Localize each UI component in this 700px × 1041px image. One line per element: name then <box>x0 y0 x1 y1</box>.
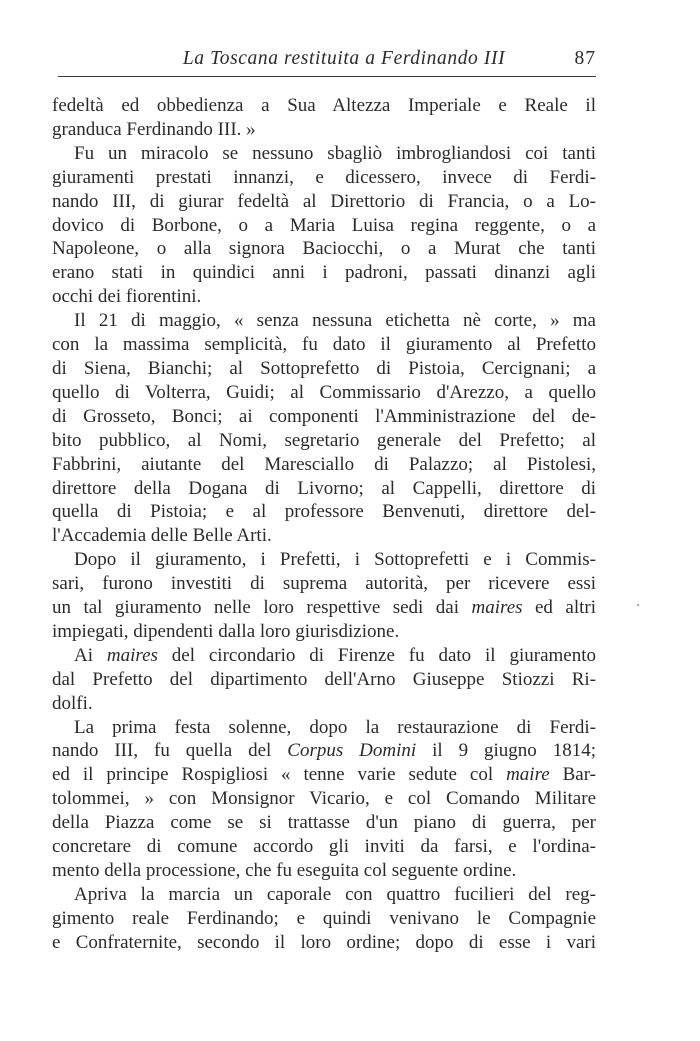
text-line: direttore della Dogana di Livorno; al Cappelli, direttore di <box>52 477 596 499</box>
text-line: La prima festa solenne, dopo la restaurazione di Ferdi- <box>74 716 596 738</box>
paragraph <box>52 309 596 548</box>
text-line: quella di Pistoia; e al professore Benvenuti, direttore del- <box>52 501 596 523</box>
text-line: dovico di Borbone, o a Maria Luisa regina reggente, o a <box>52 214 596 236</box>
text-line: dolfi. <box>52 692 93 714</box>
text-line: Ai maires del circondario di Firenze fu dato il giuramento <box>74 644 596 666</box>
running-head <box>52 44 596 74</box>
text-line: Il 21 di maggio, « senza nessuna etichetta nè corte, » ma <box>74 310 596 332</box>
text-line: erano stati in quindici anni i padroni, passati dinanzi agli <box>52 262 596 284</box>
paragraph <box>52 94 596 142</box>
text-body <box>52 94 596 955</box>
text-line: concretare di comune accordo gli inviti da farsi, e l'ordina- <box>52 836 596 858</box>
text-line: e Confraternite, secondo il loro ordine; dopo di esse i vari <box>52 931 596 953</box>
text-line: nando III, di giurar fedeltà al Direttorio di Francia, o a Lo- <box>52 190 596 212</box>
text-line: gimento reale Ferdinando; e quindi venivano le Compagnie <box>52 907 596 929</box>
text-line: impiegati, dipendenti dalla loro giurisdizione. <box>52 620 400 642</box>
text-line: Fabbrini, aiutante del Maresciallo di Palazzo; al Pistolesi, <box>52 453 596 475</box>
text-line: quello di Volterra, Guidi; al Commissario d'Arezzo, a quello <box>52 381 596 403</box>
paper-speck <box>637 604 639 606</box>
italic-term: maires <box>471 597 523 619</box>
text-line: occhi dei fiorentini. <box>52 286 202 308</box>
text-line: della Piazza come se si trattasse d'un piano di guerra, per <box>52 812 596 834</box>
text-line: ed il principe Rospigliosi « tenne varie sedute col maire Bar- <box>52 764 596 786</box>
italic-term: maires <box>106 644 158 666</box>
text-line: l'Accademia delle Belle Arti. <box>52 525 272 547</box>
text-line: sari, furono investiti di suprema autorità, per ricevere essi <box>52 573 596 595</box>
text-line: Dopo il giuramento, i Prefetti, i Sottoprefetti e i Commis- <box>74 549 596 571</box>
text-line: granduca Ferdinando III. » <box>52 118 256 140</box>
text-line: nando III, fu quella del Corpus Domini il 9 giugno 1814; <box>52 740 596 762</box>
text-line: di Grosseto, Bonci; ai componenti l'Amministrazione del de- <box>52 405 596 427</box>
italic-term: maire <box>506 764 550 786</box>
text-line: Napoleone, o alla signora Baciocchi, o a Murat che tanti <box>52 238 596 260</box>
text-line: un tal giuramento nelle loro respettive sedi dai maires ed altri <box>52 597 597 619</box>
header-rule <box>58 76 596 77</box>
text-line: con la massima semplicità, fu dato il giuramento al Prefetto <box>52 334 596 356</box>
text-line: Apriva la marcia un caporale con quattro fucilieri del reg- <box>74 883 596 905</box>
book-page <box>52 44 596 955</box>
italic-term: Corpus Domini <box>287 740 417 762</box>
text-line: giuramenti prestati innanzi, e dicessero, invece di Ferdi- <box>52 166 596 188</box>
text-line: Fu un miracolo se nessuno sbagliò imbrogliandosi coi tanti <box>74 142 596 164</box>
text-line: dal Prefetto del dipartimento dell'Arno Giuseppe Stiozzi Ri- <box>52 668 596 690</box>
text-line: tolommei, » con Monsignor Vicario, e col Comando Militare <box>52 788 596 810</box>
paragraph <box>52 883 596 955</box>
running-title: La Toscana restituita a Ferdinando III <box>182 48 506 69</box>
text-line: mento della processione, che fu eseguita col seguente ordine. <box>52 860 517 881</box>
paragraph <box>52 716 596 883</box>
paragraph <box>52 548 596 644</box>
text-line: bito pubblico, al Nomi, segretario generale del Prefetto; al <box>52 429 596 451</box>
text-line: fedeltà ed obbedienza a Sua Altezza Imperiale e Reale il <box>52 95 596 116</box>
paragraph <box>52 142 596 309</box>
paragraph <box>52 644 596 716</box>
text-line: di Siena, Bianchi; al Sottoprefetto di Pistoia, Cercignani; a <box>52 357 596 379</box>
page-number: 87 <box>574 48 596 69</box>
